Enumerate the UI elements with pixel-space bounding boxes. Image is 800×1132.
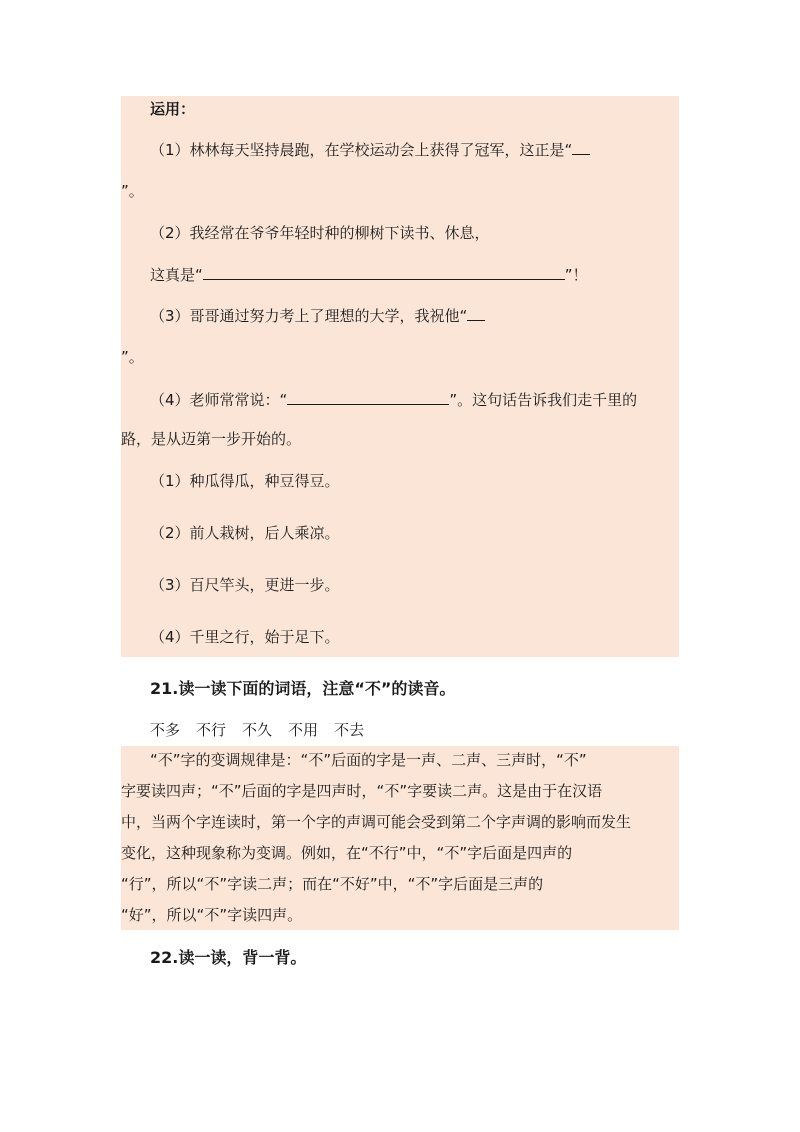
question-4-line2: 路，是从迈第一步开始的。 — [121, 430, 302, 448]
question-4 — [150, 389, 637, 410]
question-1-end: ”。 — [121, 182, 144, 200]
word-item: 不行 — [196, 721, 227, 739]
explanation-line: 中，当两个字连读时，第一个字的声调可能会受到第二个字声调的影响而发生 — [121, 813, 632, 831]
answer-blank-2[interactable] — [203, 264, 565, 280]
explanation-line: “好”，所以“不”字读四声。 — [121, 906, 303, 924]
question-2-fill — [150, 264, 588, 285]
answer-blank-4[interactable] — [287, 389, 449, 405]
question-4-text: （4）老师常常说：“ — [150, 391, 288, 409]
explanation-line: “不”字的变调规律是：“不”后面的字是一声、二声、三声时，“不” — [150, 751, 587, 769]
question-3 — [150, 305, 485, 326]
rule-panel — [121, 746, 679, 930]
question-3-text: （3）哥哥通过努力考上了理想的大学，我祝他“ — [150, 307, 468, 325]
word-item: 不久 — [242, 721, 273, 739]
word-item: 不用 — [288, 721, 319, 739]
answer-3: （3）百尺竿头，更进一步。 — [150, 576, 340, 594]
word-item: 不去 — [334, 721, 365, 739]
section-21-title: 21.读一读下面的词语，注意“不”的读音。 — [150, 679, 456, 698]
explanation-line: 字要读四声；“不”后面的字是四声时，“不”字要读二声。这是由于在汉语 — [121, 782, 603, 800]
word-item: 不多 — [150, 721, 181, 739]
question-2: （2）我经常在爷爷年轻时种的柳树下读书、休息， — [150, 224, 490, 242]
answer-blank-1[interactable] — [572, 139, 590, 155]
answer-blank-3[interactable] — [467, 305, 485, 321]
explanation-line: 变化，这种现象称为变调。例如，在“不行”中，“不”字后面是四声的 — [121, 844, 573, 862]
question-2-end: ”！ — [564, 266, 588, 284]
word-list — [150, 720, 364, 740]
question-1-text: （1）林林每天坚持晨跑，在学校运动会上获得了冠军，这正是“ — [150, 141, 573, 159]
usage-panel — [121, 96, 679, 657]
answer-4: （4）千里之行，始于足下。 — [150, 628, 340, 646]
question-3-end: ”。 — [121, 348, 144, 366]
answer-2: （2）前人栽树，后人乘凉。 — [150, 524, 340, 542]
question-2-text: 这真是“ — [150, 266, 203, 284]
section-22-title: 22.读一读，背一背。 — [150, 948, 307, 967]
explanation-line: “行”，所以“不”字读二声；而在“不好”中，“不”字后面是三声的 — [121, 875, 544, 893]
answer-1: （1）种瓜得瓜，种豆得豆。 — [150, 472, 340, 490]
question-4-end: ”。这句话告诉我们走千里的 — [449, 391, 638, 409]
question-1 — [150, 139, 590, 160]
usage-label: 运用： — [150, 100, 196, 118]
